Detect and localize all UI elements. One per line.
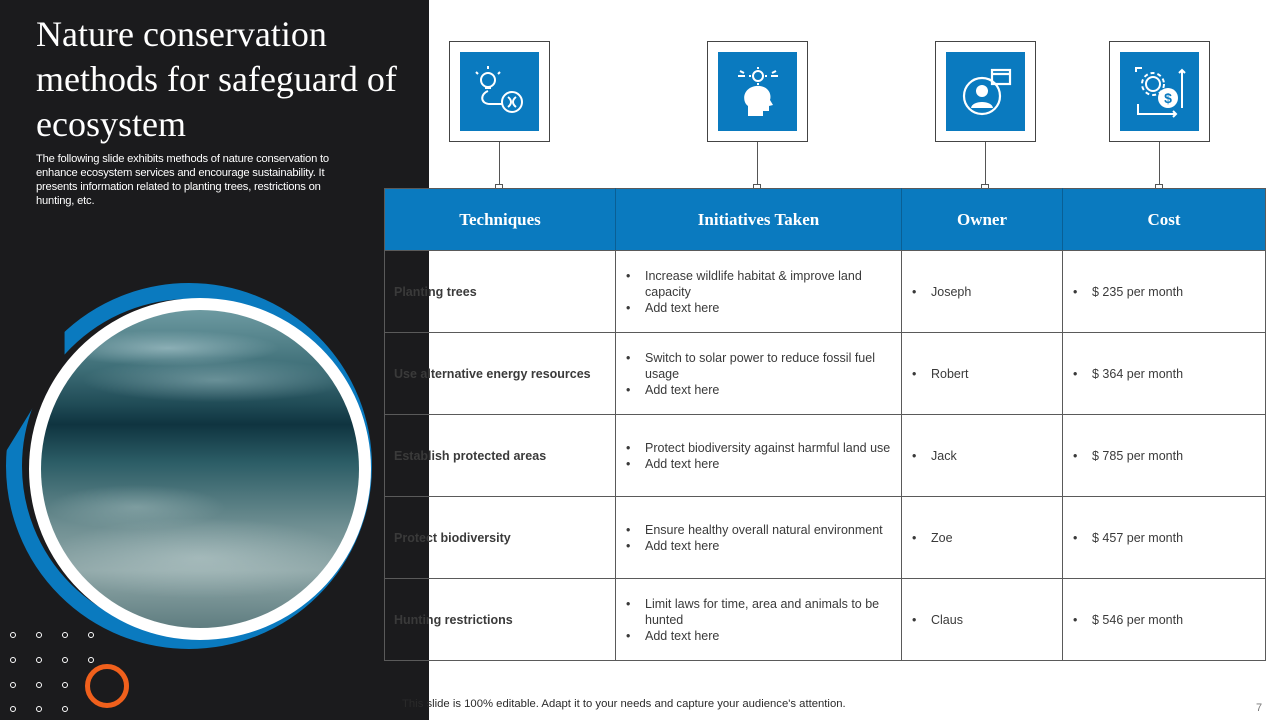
head-gear-icon	[730, 64, 786, 120]
initiative-item: • Add text here	[645, 456, 892, 472]
conservation-table	[384, 188, 1265, 661]
dot-decoration	[88, 632, 94, 638]
page-number: 7	[1256, 702, 1263, 714]
initiative-item: • Add text here	[645, 538, 892, 554]
dot-decoration	[36, 682, 42, 688]
slide-title: Nature conservation methods for safeguard of ecosystem	[36, 14, 397, 144]
user-presentation-icon	[958, 64, 1014, 120]
initiative-item: • Increase wildlife habitat & improve land capacity	[645, 268, 892, 300]
technique-cell: Protect biodiversity	[385, 497, 616, 579]
owner-name: • Zoe	[931, 530, 1053, 546]
technique-cell: Hunting restrictions	[385, 579, 616, 661]
cost-value: • $ 235 per month	[1092, 284, 1256, 300]
header-cost: Cost	[1063, 189, 1266, 251]
initiatives-cell	[616, 497, 902, 579]
owner-name: • Joseph	[931, 284, 1053, 300]
svg-text:$: $	[1163, 89, 1172, 106]
initiative-item: • Protect biodiversity against harmful land use	[645, 440, 892, 456]
dot-decoration	[62, 706, 68, 712]
dot-decoration	[10, 682, 16, 688]
owner-cell	[902, 251, 1063, 333]
connector-line	[757, 141, 758, 186]
dot-decoration	[10, 632, 16, 638]
technique-cell: Establish protected areas	[385, 415, 616, 497]
initiative-item: • Limit laws for time, area and animals to be hunted	[645, 596, 892, 628]
header-techniques: Techniques	[385, 189, 616, 251]
icon-box-cost	[1109, 41, 1210, 142]
table-row	[385, 251, 1266, 333]
dot-decoration	[62, 632, 68, 638]
initiatives-cell	[616, 415, 902, 497]
icon-box-techniques	[449, 41, 550, 142]
cost-cell	[1063, 333, 1266, 415]
dot-decoration	[88, 657, 94, 663]
idea-brain-icon	[472, 64, 528, 120]
initiative-item: • Add text here	[645, 300, 892, 316]
initiatives-cell	[616, 579, 902, 661]
owner-name: • Claus	[931, 612, 1053, 628]
table-header-row	[385, 189, 1266, 251]
underwater-photo	[41, 310, 359, 628]
technique-cell: Use alternative energy resources	[385, 333, 616, 415]
header-initiatives: Initiatives Taken	[616, 189, 902, 251]
table-row	[385, 415, 1266, 497]
cost-value: • $ 546 per month	[1092, 612, 1256, 628]
technique-cell: Planting trees	[385, 251, 616, 333]
icon-tile	[718, 52, 797, 131]
dot-decoration	[10, 657, 16, 663]
icon-tile	[460, 52, 539, 131]
dot-decoration	[62, 682, 68, 688]
connector-line	[499, 141, 500, 186]
icon-tile	[1120, 52, 1199, 131]
owner-cell	[902, 579, 1063, 661]
initiative-item: • Switch to solar power to reduce fossil fuel usage	[645, 350, 892, 382]
cost-value: • $ 364 per month	[1092, 366, 1256, 382]
dot-decoration	[36, 706, 42, 712]
owner-cell	[902, 333, 1063, 415]
icon-box-owner	[935, 41, 1036, 142]
initiatives-cell	[616, 251, 902, 333]
cost-cell	[1063, 251, 1266, 333]
icon-tile	[946, 52, 1025, 131]
initiatives-cell	[616, 333, 902, 415]
table-row	[385, 579, 1266, 661]
dot-decoration	[36, 657, 42, 663]
initiative-item: • Ensure healthy overall natural environment	[645, 522, 892, 538]
orange-ring-decoration	[85, 664, 129, 708]
cost-cell	[1063, 497, 1266, 579]
cost-cell	[1063, 415, 1266, 497]
slide-subtitle: The following slide exhibits methods of nature conservation to enhance ecosystem services and encourage sustainability. It presents information related to planting trees, restrictions on hunting, etc.	[36, 153, 329, 207]
connector-line	[985, 141, 986, 186]
icon-box-initiatives	[707, 41, 808, 142]
initiative-item: • Add text here	[645, 628, 892, 644]
dot-decoration	[36, 632, 42, 638]
dollar-gear-icon	[1132, 64, 1188, 120]
header-owner: Owner	[902, 189, 1063, 251]
left-panel	[0, 0, 429, 720]
owner-cell	[902, 497, 1063, 579]
table-row	[385, 497, 1266, 579]
cost-cell	[1063, 579, 1266, 661]
connector-line	[1159, 141, 1160, 186]
cost-value: • $ 785 per month	[1092, 448, 1256, 464]
owner-name: • Robert	[931, 366, 1053, 382]
dot-decoration	[10, 706, 16, 712]
initiative-item: • Add text here	[645, 382, 892, 398]
cost-value: • $ 457 per month	[1092, 530, 1256, 546]
owner-name: • Jack	[931, 448, 1053, 464]
footer-note: This slide is 100% editable. Adapt it to your needs and capture your audience's attention.	[402, 698, 846, 710]
table-row	[385, 333, 1266, 415]
owner-cell	[902, 415, 1063, 497]
dot-decoration	[62, 657, 68, 663]
